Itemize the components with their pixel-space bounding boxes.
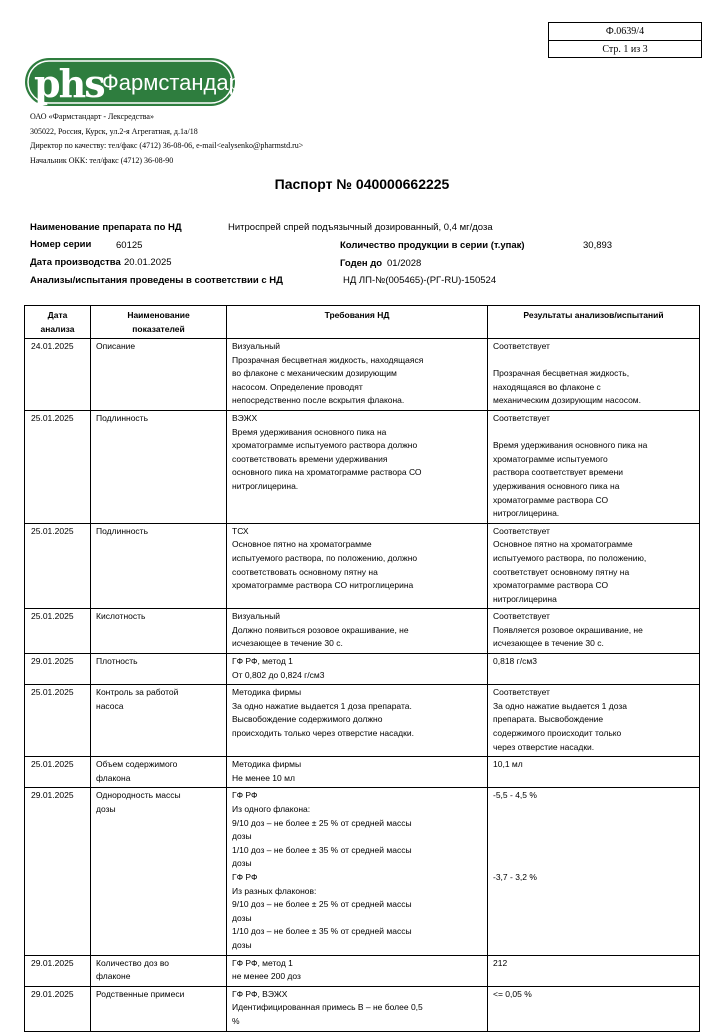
- cell-line: 10,1 мл: [493, 759, 523, 770]
- cell-line: Соответствует: [493, 341, 550, 351]
- company-info: [30, 110, 303, 168]
- cell-line: 9/10 доз – не более ± 25 % от средней массы: [232, 899, 412, 910]
- cell-line: Прозрачная бесцветная жидкость,: [493, 368, 630, 379]
- cell-line: 0,818 г/см3: [493, 656, 537, 667]
- cell-line: ГФ РФ, метод 1: [232, 957, 293, 968]
- table-row: [25, 788, 700, 955]
- company-logo: [24, 56, 236, 108]
- cell-line: [493, 830, 694, 844]
- production-date-value: 20.01.2025: [124, 257, 172, 268]
- cell-date: 29.01.2025: [25, 955, 91, 986]
- cell-line: [493, 803, 694, 817]
- cell-line: исчезающее в течение 30 с.: [232, 638, 343, 649]
- cell-line: -3,7 - 3,2 %: [493, 871, 537, 882]
- quantity-value: 30,893: [583, 240, 613, 251]
- cell-result: [488, 654, 700, 685]
- cell-line: Время удерживания основного пика на: [493, 440, 648, 451]
- cell-line: Описание: [96, 341, 136, 351]
- cell-line: раствора соответствует времени: [493, 467, 624, 478]
- cell-date: 24.01.2025: [25, 339, 91, 411]
- cell-line: Плотность: [96, 656, 138, 667]
- cell-line: механическим дозирующим насосом.: [493, 395, 641, 406]
- cell-indicator: [91, 654, 227, 685]
- cell-line: За одно нажатие выдается 1 доза: [493, 700, 627, 711]
- cell-line: Визуальный: [232, 611, 281, 622]
- cell-line: находящаяся во флаконе с: [493, 381, 601, 392]
- col-header-name: Наименование показателей: [91, 306, 227, 339]
- cell-indicator: [91, 339, 227, 411]
- logo-name: Фармстандарт: [102, 70, 236, 95]
- table-row: [25, 410, 700, 523]
- cell-indicator: [91, 685, 227, 757]
- cell-line: Не менее 10 мл: [232, 772, 295, 783]
- form-code-box: [548, 22, 702, 58]
- cell-line: [493, 817, 694, 831]
- cell-line: Соответствует: [493, 687, 550, 698]
- cell-line: 1/10 доз – не более ± 35 % от средней массы: [232, 926, 412, 937]
- cell-indicator: [91, 523, 227, 609]
- cell-line: насоса: [96, 700, 124, 711]
- cell-line: Подлинность: [96, 525, 149, 536]
- cell-date: 29.01.2025: [25, 788, 91, 955]
- cell-date: 25.01.2025: [25, 410, 91, 523]
- cell-line: дозы: [232, 939, 252, 950]
- drug-label: Наименование препарата по НД: [30, 222, 182, 233]
- cell-line: Основное пятно на хроматограмме: [232, 539, 372, 550]
- cell-line: От 0,802 до 0,824 г/см3: [232, 669, 325, 680]
- cell-line: нитроглицерина.: [232, 480, 299, 491]
- cell-line: -5,5 - 4,5 %: [493, 790, 537, 801]
- cell-line: <= 0,05 %: [493, 988, 532, 999]
- cell-line: не менее 200 доз: [232, 971, 301, 982]
- cell-line: 9/10 доз – не более ± 25 % от средней массы: [232, 817, 412, 828]
- cell-line: Прозрачная бесцветная жидкость, находящаяся: [232, 354, 424, 365]
- cell-line: %: [232, 1015, 240, 1026]
- cell-result: [488, 955, 700, 986]
- cell-requirement: [227, 339, 488, 411]
- cell-line: Должно появиться розовое окрашивание, не: [232, 624, 409, 635]
- cell-line: 212: [493, 957, 508, 968]
- cell-line: соответствовать времени удерживания: [232, 453, 388, 464]
- cell-line: нитроглицерина.: [493, 508, 560, 519]
- cell-line: ТСХ: [232, 525, 249, 536]
- logo-mark: phs: [34, 61, 104, 106]
- cell-result: [488, 339, 700, 411]
- cell-result: [488, 986, 700, 1031]
- table-row: [25, 339, 700, 411]
- cell-line: Объем содержимого: [96, 759, 178, 770]
- cell-line: [493, 857, 694, 871]
- cell-line: хроматограмме раствора СО: [493, 494, 609, 505]
- cell-result: [488, 757, 700, 788]
- cell-line: [493, 844, 694, 858]
- table-row: [25, 986, 700, 1031]
- cell-line: За одно нажатие выдается 1 доза препарата.: [232, 700, 412, 711]
- cell-result: [488, 523, 700, 609]
- cell-requirement: [227, 788, 488, 955]
- cell-line: во флаконе с механическим дозирующим: [232, 368, 397, 379]
- cell-line: препарата. Высвобождение: [493, 714, 604, 725]
- expiry-value: 01/2028: [387, 258, 422, 269]
- company-line: 305022, Россия, Курск, ул.2-я Агрегатная, д.1а/18: [30, 126, 198, 136]
- cell-line: основного пика на хроматограмме раствора СО: [232, 467, 422, 478]
- cell-line: Кислотность: [96, 611, 146, 622]
- cell-line: Время удерживания основного пика на: [232, 426, 387, 437]
- cell-line: [493, 354, 694, 368]
- col-header-date: Дата анализа: [25, 306, 91, 339]
- company-line: ОАО «Фармстандарт - Лексредства»: [30, 112, 154, 121]
- cell-line: флакона: [96, 772, 131, 783]
- cell-requirement: [227, 955, 488, 986]
- page-indicator: Стр. 1 из 3: [549, 40, 701, 58]
- cell-line: непосредственно после вскрытия флакона.: [232, 395, 405, 406]
- table-row: [25, 654, 700, 685]
- series-label: Номер серии: [30, 239, 92, 250]
- cell-date: 29.01.2025: [25, 986, 91, 1031]
- col-header-requirements: Требования НД: [227, 306, 488, 339]
- cell-line: Основное пятно на хроматограмме: [493, 539, 633, 550]
- cell-indicator: [91, 986, 227, 1031]
- cell-line: соответствует основному пятну на: [493, 566, 630, 577]
- cell-requirement: [227, 986, 488, 1031]
- analyses-label: Анализы/испытания проведены в соответствии с НД: [30, 275, 283, 286]
- cell-date: 29.01.2025: [25, 654, 91, 685]
- passport-title: Паспорт № 040000662225: [274, 176, 450, 192]
- cell-date: 25.01.2025: [25, 523, 91, 609]
- cell-date: 25.01.2025: [25, 609, 91, 654]
- cell-requirement: [227, 685, 488, 757]
- series-value: 60125: [116, 240, 143, 251]
- results-table: [24, 305, 700, 1032]
- table-row: [25, 685, 700, 757]
- production-date-label: Дата производства: [30, 257, 121, 268]
- cell-requirement: [227, 410, 488, 523]
- cell-line: насосом. Определение проводят: [232, 381, 363, 392]
- cell-indicator: [91, 788, 227, 955]
- col-header-results: Результаты анализов/испытаний: [488, 306, 700, 339]
- cell-line: дозы: [232, 912, 252, 923]
- cell-line: Из разных флаконов:: [232, 885, 317, 896]
- form-code: Ф.0639/4: [605, 26, 645, 37]
- cell-line: Идентифицированная примесь В – не более 0,5: [232, 1002, 423, 1013]
- cell-result: [488, 609, 700, 654]
- cell-line: испытуемого раствора, по положению,: [493, 552, 647, 563]
- cell-line: ГФ РФ, метод 1: [232, 656, 293, 667]
- company-line: Начальник ОКК: тел/факс (4712) 36-08-90: [30, 155, 174, 165]
- cell-line: удерживания основного пика на: [493, 480, 620, 491]
- table-row: [25, 609, 700, 654]
- cell-line: Методика фирмы: [232, 687, 302, 698]
- cell-line: дозы: [96, 804, 116, 814]
- cell-line: Соответствует: [493, 412, 550, 423]
- nd-value: НД ЛП-№(005465)-(РГ-RU)-150524: [343, 275, 497, 286]
- cell-requirement: [227, 757, 488, 788]
- quantity-label: Количество продукции в серии (т.упак): [340, 240, 525, 251]
- cell-line: Методика фирмы: [232, 759, 302, 770]
- cell-requirement: [227, 609, 488, 654]
- cell-line: [493, 426, 694, 440]
- cell-line: Визуальный: [232, 341, 281, 351]
- cell-line: испытуемого раствора, по положению, должно: [232, 552, 418, 563]
- cell-indicator: [91, 955, 227, 986]
- cell-line: происходить только через отверстие насадки.: [232, 728, 414, 739]
- table-row: [25, 955, 700, 986]
- cell-line: Высвобождение содержимого должно: [232, 714, 383, 725]
- cell-line: ГФ РФ, ВЭЖХ: [232, 988, 288, 999]
- cell-line: Соответствует: [493, 611, 550, 622]
- cell-line: дозы: [232, 831, 252, 842]
- cell-requirement: [227, 654, 488, 685]
- drug-value: Нитроспрей спрей подъязычный дозированный, 0,4 мг/доза: [228, 222, 493, 233]
- cell-line: содержимого происходит только: [493, 728, 622, 739]
- cell-line: Появляется розовое окрашивание, не: [493, 624, 643, 635]
- cell-line: через отверстие насадки.: [493, 741, 595, 752]
- cell-line: хроматограмме раствора СО: [493, 580, 609, 591]
- cell-requirement: [227, 523, 488, 609]
- company-line: Директор по качеству: тел/факс (4712) 36-08-06, e-mail<ealysenko@pharmstd.ru>: [30, 141, 304, 150]
- cell-line: Из одного флакона:: [232, 804, 311, 814]
- cell-line: Соответствует: [493, 525, 550, 536]
- cell-result: [488, 788, 700, 955]
- cell-line: хроматограмме испытуемого: [493, 453, 608, 464]
- cell-line: Количество доз во: [96, 957, 170, 968]
- cell-indicator: [91, 609, 227, 654]
- cell-line: 1/10 доз – не более ± 35 % от средней массы: [232, 844, 412, 855]
- expiry-label: Годен до: [340, 258, 383, 269]
- cell-indicator: [91, 757, 227, 788]
- cell-line: нитроглицерина: [493, 593, 557, 604]
- table-row: [25, 757, 700, 788]
- cell-line: Подлинность: [96, 412, 149, 423]
- cell-line: хроматограмме испытуемого раствора должно: [232, 440, 418, 451]
- cell-line: ГФ РФ: [232, 790, 258, 801]
- table-header-row: [25, 306, 700, 339]
- cell-line: ВЭЖХ: [232, 412, 258, 423]
- cell-line: соответствовать основному пятну на: [232, 566, 378, 577]
- cell-result: [488, 685, 700, 757]
- cell-line: исчезающее в течение 30 с.: [493, 638, 604, 649]
- cell-line: дозы: [232, 858, 252, 869]
- cell-date: 25.01.2025: [25, 757, 91, 788]
- table-row: [25, 523, 700, 609]
- cell-line: Родственные примеси: [96, 988, 185, 999]
- cell-date: 25.01.2025: [25, 685, 91, 757]
- cell-line: хроматограмме раствора СО нитроглицерина: [232, 580, 414, 591]
- cell-result: [488, 410, 700, 523]
- cell-line: флаконе: [96, 971, 131, 982]
- cell-line: Контроль за работой: [96, 687, 179, 698]
- cell-indicator: [91, 410, 227, 523]
- table-body: [25, 339, 700, 1032]
- cell-line: Однородность массы: [96, 790, 181, 801]
- cell-line: ГФ РФ: [232, 871, 258, 882]
